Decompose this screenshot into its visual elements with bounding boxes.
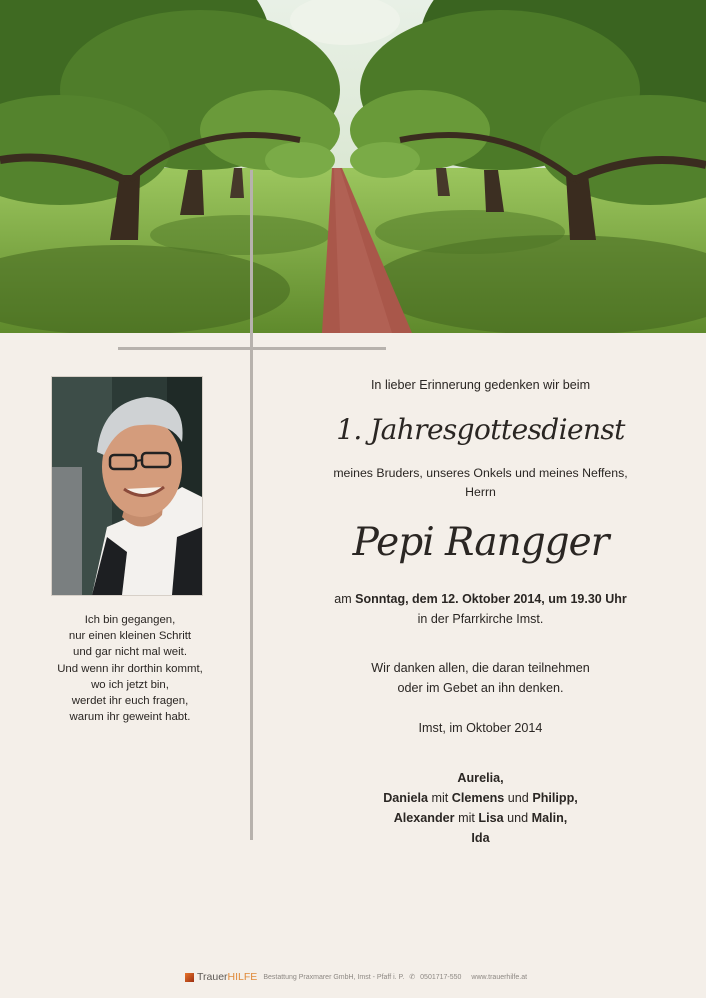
connector-text: und bbox=[503, 811, 532, 825]
family-line: meines Bruders, unseres Onkels und meines Neffens, bbox=[333, 466, 628, 480]
poem-line: werdet ihr euch fragen, bbox=[71, 695, 189, 708]
family-line: Herrn bbox=[465, 485, 496, 499]
website-link[interactable]: www.trauerhilfe.at bbox=[471, 973, 528, 981]
mourners-list bbox=[313, 768, 648, 848]
thanks-line: oder im Gebet an ihn denken. bbox=[397, 680, 564, 695]
mourner-name: Aurelia, bbox=[457, 771, 504, 785]
date-bold: Sonntag, dem 12. Oktober 2014, um 19.30 Uhr bbox=[355, 592, 627, 606]
date-location: in der Pfarrkirche Imst. bbox=[417, 612, 544, 626]
mourner-name: Daniela bbox=[383, 791, 428, 805]
header-photo-tree-avenue bbox=[0, 0, 706, 333]
date-prefix: am bbox=[334, 592, 356, 606]
mourner-name: Ida bbox=[471, 831, 490, 845]
service-date bbox=[313, 589, 648, 629]
connector-text: mit bbox=[454, 811, 479, 825]
mourner-name: Alexander bbox=[393, 811, 455, 825]
phone-number: 0501717-550 bbox=[420, 973, 462, 981]
poem-line: warum ihr geweint habt. bbox=[69, 711, 191, 724]
connector-text: mit bbox=[428, 791, 452, 805]
poem-line: nur einen kleinen Schritt bbox=[68, 630, 192, 643]
mourner-name: Philipp, bbox=[532, 791, 578, 805]
poem-line: und gar nicht mal weit. bbox=[73, 646, 187, 659]
thanks-line: Wir danken allen, die daran teilnehmen bbox=[371, 661, 590, 675]
deceased-name: Pepi Rangger bbox=[352, 520, 609, 565]
cross-vertical-bar bbox=[250, 170, 253, 840]
place-date: Imst, im Oktober 2014 bbox=[418, 721, 543, 735]
poem bbox=[30, 612, 230, 725]
thanks-text bbox=[313, 659, 648, 698]
intro-text: In lieber Erinnerung gedenken wir beim bbox=[370, 378, 591, 392]
mourner-name: Malin, bbox=[531, 811, 568, 825]
mourner-name: Clemens bbox=[451, 791, 505, 805]
brand-name bbox=[197, 971, 257, 983]
family-relation bbox=[313, 464, 648, 502]
brand-logo-icon bbox=[185, 973, 194, 982]
cross-horizontal-bar bbox=[118, 347, 386, 350]
poem-line: Ich bin gegangen, bbox=[84, 614, 176, 626]
brand-part: HILFE bbox=[227, 971, 258, 983]
brand-part: Trauer bbox=[197, 971, 228, 983]
portrait-photo bbox=[51, 376, 203, 596]
memorial-text bbox=[313, 375, 648, 848]
phone-icon: ✆ bbox=[409, 974, 416, 981]
footer bbox=[185, 971, 527, 983]
poem-line: Und wenn ihr dorthin kommt, bbox=[57, 662, 203, 675]
mourner-name: Lisa bbox=[478, 811, 504, 825]
connector-text: und bbox=[504, 791, 533, 805]
service-title: 1. Jahresgottesdienst bbox=[336, 413, 625, 446]
company-name: Bestattung Praxmarer GmbH, Imst - Pfaff i. P. bbox=[263, 973, 405, 981]
poem-line: wo ich jetzt bin, bbox=[91, 678, 169, 691]
